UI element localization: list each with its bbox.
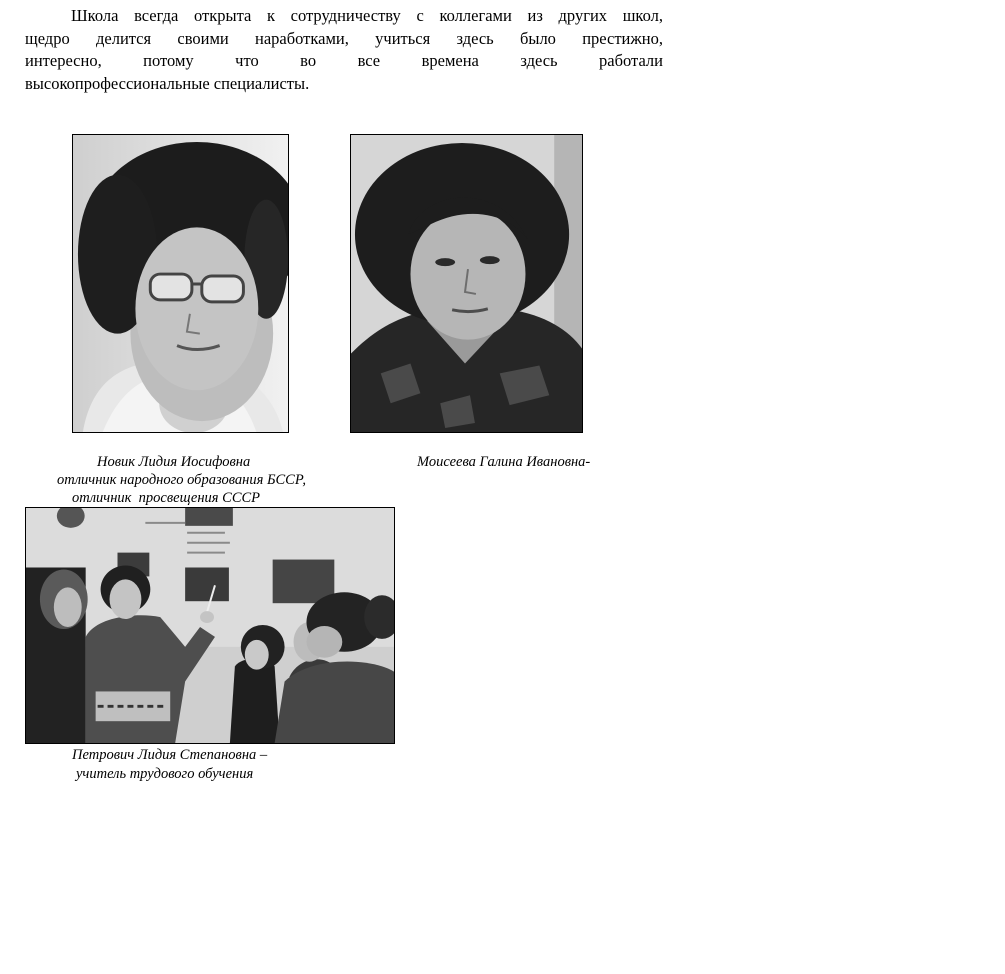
- caption-novik-title-1: отличник народного образования БССР,: [57, 472, 307, 488]
- intro-paragraph: [25, 5, 663, 95]
- caption-moiseeva-name: Моисеева Галина Ивановна-: [417, 454, 591, 470]
- caption-petrovich-name: Петрович Лидия Степановна –: [72, 747, 268, 763]
- paragraph-line: Школа всегда открыта к сотрудничеству с коллегами из других школ,: [71, 6, 663, 25]
- portrait-photo-moiseeva: [350, 134, 583, 433]
- group-photo-petrovich: [25, 507, 395, 744]
- portrait-photo-novik: [72, 134, 289, 433]
- paragraph-line: высокопрофессиональные специалисты.: [25, 73, 310, 93]
- paragraph-line: щедро делится своими наработками, учиться здесь было престижно,: [25, 28, 663, 48]
- caption-petrovich-title: учитель трудового обучения: [76, 766, 254, 782]
- paragraph-line: интересно, потому что во все времена здесь работали: [25, 51, 663, 70]
- caption-novik-title-2: отличник просвещения СССР: [72, 490, 261, 506]
- caption-novik-name: Новик Лидия Иосифовна: [97, 454, 251, 470]
